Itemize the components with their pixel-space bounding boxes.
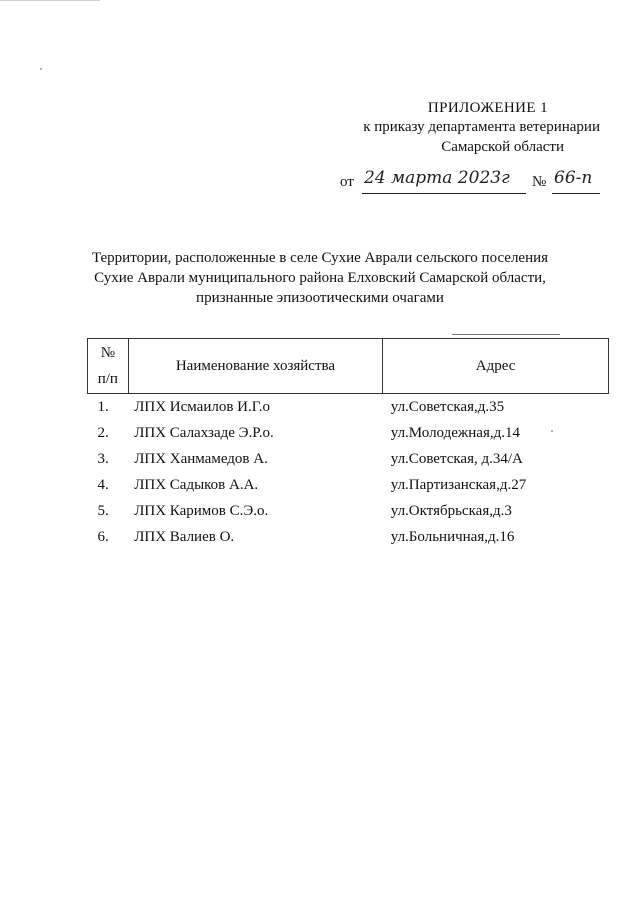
row-farm-name: ЛПХ Ханмамедов А. (134, 450, 268, 467)
table-row (88, 394, 609, 421)
row-number: 6. (97, 528, 109, 545)
row-farm-name: ЛПХ Валиев О. (134, 528, 235, 545)
appendix-order-reference: к приказу департамента ветеринарии (363, 119, 600, 135)
order-number-sign: № (532, 174, 547, 190)
date-underline (362, 193, 526, 194)
order-date-handwritten: 24 марта 2023г (364, 168, 510, 188)
heading-line-1: Территории, расположенные в селе Сухие Аврали сельского поселения (91, 250, 549, 266)
row-address: ул.Больничная,д.16 (390, 528, 515, 545)
row-farm-name: ЛПХ Салахзаде Э.Р.о. (134, 424, 274, 441)
header-number-sign: № (100, 345, 115, 361)
appendix-title: ПРИЛОЖЕНИЕ 1 (427, 100, 548, 116)
row-address: ул.Советская, д.34/А (390, 450, 523, 467)
order-number-handwritten: 66-п (554, 168, 593, 188)
header-farm-name: Наименование хозяйства (128, 339, 383, 394)
table-row (88, 446, 609, 472)
row-address: ул.Партизанская,д.27 (390, 476, 527, 493)
header-address: Адрес (383, 339, 609, 394)
row-farm-name: ЛПХ Садыков А.А. (134, 476, 259, 493)
row-number: 4. (97, 476, 109, 493)
table-header-row (88, 339, 609, 394)
row-address: ул.Октябрьская,д.3 (390, 502, 512, 519)
row-farm-name: ЛПХ Исмаилов И.Г.о (134, 398, 270, 415)
row-number: 3. (97, 450, 109, 467)
table-row (88, 420, 609, 446)
row-farm-name: ЛПХ Каримов С.Э.о. (134, 502, 269, 519)
heading-line-2: Сухие Аврали муниципального района Елховский Самарской области, (94, 270, 546, 286)
number-underline (552, 193, 600, 194)
farms-table (87, 338, 609, 550)
row-address: ул.Молодежная,д.14 (390, 424, 520, 441)
table-row (88, 524, 609, 550)
heading-line-3: признанные эпизоотическими очагами (196, 290, 444, 306)
scan-edge-line (0, 0, 100, 1)
row-address: ул.Советская,д.35 (390, 398, 505, 415)
table-row (88, 498, 609, 524)
row-number: 1. (97, 398, 109, 415)
table-row (88, 472, 609, 498)
order-date-line (340, 168, 610, 196)
document-heading (90, 248, 550, 308)
order-date-prefix: от (340, 174, 354, 190)
appendix-region: Самарской области (441, 139, 564, 155)
header-number (88, 339, 129, 394)
row-number: 2. (97, 424, 109, 441)
farms-table-container (87, 338, 609, 550)
scan-artifact-line (452, 334, 560, 335)
scan-speck (40, 68, 42, 70)
header-number-pp: п/п (97, 371, 118, 387)
row-number: 5. (97, 502, 109, 519)
